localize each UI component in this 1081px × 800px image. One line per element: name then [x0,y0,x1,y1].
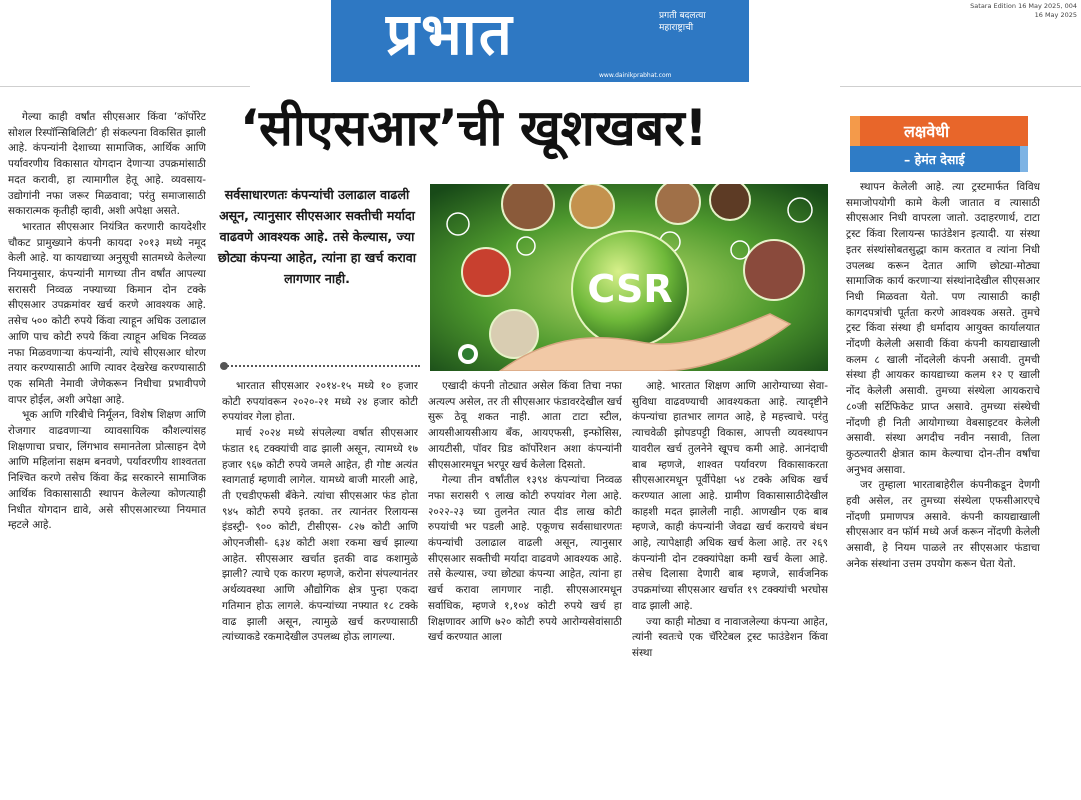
edition-info [907,2,1077,20]
column-tag [850,116,1028,146]
csr-illustration-graphic [430,184,828,371]
article-column-1 [8,110,206,794]
edition-date: 16 May 2025 [1034,11,1077,19]
paragraph: भूक आणि गरिबीचे निर्मूलन, विशेष शिक्षण आणि रोजगार वाढवणाऱ्या व्यावसायिक कौशल्यांसह शिक्षणाचा प्रचार, लिंगभाव समानतेला प्रोत्साहन देणे आणि महिलांना सक्षम बनवणे, पर्यावरणीय शाश्वतता निश्चित करणे तसेच किंवा केंद्र सरकारने सामाजिक आर्थिक विकासासाठी स्थापन केलेल्या कोणत्याही निधीत योगदान द्यावे, असे सीएसआरच्या नियमात म्हटले आहे. [8,409,206,532]
paragraph: भारतात सीएसआर नियंत्रित करणारी कायदेशीर चौकट प्रामुख्याने कंपनी कायदा २०१३ मध्ये नमूद केली आहे. या कायद्याच्या अनुसूची सातमध्ये केलेल्या नियमानुसार, कंपन्यांनी मागच्या तीन वर्षांत आपल्या सरासरी निव्वळ नफ्याच्या किमान दोन टक्के सीएसआर उपक्रमांवर खर्च करणे आवश्यक आहे. तसेच ५०० कोटी रुपये किंवा त्याहून अधिक उलाढाल आणि पाच कोटी रुपये किंवा त्याहून अधिक निव्वळ नफा मिळवणाऱ्या कंपन्यांनी, त्यांचे सीएसआर धोरण तयार करण्यासाठी आणि त्यावर देखरेख करण्यासाठी एक समिती नेमावी जेणेकरून निधीचा प्रभावीपणे वापर होईल, अशी अपेक्षा आहे. [8,220,206,406]
csr-label: CSR [587,267,673,311]
csr-illustration [430,184,828,371]
author-accent [1020,146,1028,172]
paragraph: गेल्या काही वर्षांत सीएसआर किंवा ‘कॉर्पोरेट सोशल रिस्पॉन्सिबिलिटी’ ही संकल्पना विकसित झाली आहे. कंपन्यांनी देशाच्या सामाजिक, आर्थिक आणि पर्यावरणीय विकासात योगदान देणाऱ्या उपक्रमांसाठी मदत करावी, हा त्यामागील हेतू आहे. व्यवसाय-उद्योगांनी नफा जरूर मिळवावा; परंतु समाजासाठी सकारात्मक कृतीही व्हावी, अशी अपेक्षा असते. [8,111,206,218]
masthead [331,0,749,82]
paragraph: ज्या काही मोठ्या व नावाजलेल्या कंपन्या आहेत, त्यांनी स्वतःचे एक चॅरिटेबल ट्रस्ट फाउंडेशन किंवा संस्था [632,615,828,659]
article-column-5 [846,180,1040,794]
paragraph: गेल्या तीन वर्षांतील १३९४ कंपन्यांचा निव्वळ नफा सरासरी ९ लाख कोटी रुपयांवर गेला आहे. २०२२-२३ च्या तुलनेत त्यात दीड लाख कोटी रुपयांची भर पडली आहे. एकूणच सर्वसाधारणतः कंपन्यांची उलाढाल वाढली असून, त्यानुसार सीएसआर सक्तीची मर्यादा वाढवणे आवश्यक आहे. तसे केल्यास, ज्या छोट्या कंपन्या आहेत, त्यांना हा खर्च करावा लागणार नाही. सीएसआरमधून सर्वाधिक, म्हणजे १,१०४ कोटी रुपये खर्च हा शिक्षणावर आणि ७२० कोटी रुपये आरोग्यसेवांसाठी खर्च करण्यात आला [428,474,622,644]
paragraph: स्थापन केलेली आहे. त्या ट्रस्टमार्फत विविध समाजोपयोगी कामे केली जातात व त्यासाठी सीएसआर निधी वापरला जातो. उदाहरणार्थ, टाटा ट्रस्ट किंवा रिलायन्स फाउंडेशन इत्यादी. या संस्था इतर संस्थांसोबतसुद्धा काम करतात व त्यांना निधी उपलब्ध करून देतात आणि छोट्या-मोठ्या सामाजिक कार्य करणाऱ्या संस्थांनादेखील सीएसआर निधी मिळवता येतो. पण त्यासाठी काही कागदपत्रांची पूर्तता करणे आवश्यक असते. तुमचे ट्रस्ट किंवा संस्था ही धर्मादाय आयुक्त कार्यालयात नोंदणी केलेली असावी किंवा कंपनी कायद्याखाली कलम ८ खाली नोंदलेली कंपनी असावी. तुमची संस्था ही आयकर कायद्याच्या कलम १२ ए खाली नोंद केलेली असावी. तुमच्या संस्थेला आयकराचे ८०जी सर्टिफिकेट प्राप्त असावे. तुमच्या संस्थेची नोंदणी ही निती आयोगाच्या वेबसाइटवर केलेली असावी. संस्था अगदीच नवीन नसावी, तिला कुठल्यातरी क्षेत्रात काम केल्याचा दोन-तीन वर्षांचा अनुभव असावा. [846,181,1040,476]
newspaper-logo: प्रभात [386,0,514,68]
paragraph: भारतात सीएसआर २०१४-१५ मध्ये १० हजार कोटी रुपयांवरून २०२०-२१ मध्ये २४ हजार कोटी रुपयांवर गेला होता. [222,380,418,424]
top-rule-left [0,86,250,87]
paragraph: मार्च २०२४ मध्ये संपलेल्या वर्षात सीएसआर फंडात १६ टक्क्यांची वाढ झाली असून, त्यामध्ये १७ हजार ९६७ कोटी रुपये जमले आहेत, ही गोष्ट अत्यंत स्वागतार्ह म्हणावी लागेल. यामध्ये बाजी मारली आहे, ती एचडीएफसी बँकेने. त्यांचा सीएसआर फंड होता ९४५ कोटी रुपये इतका. तर त्यानंतर रिलायन्स इंडस्ट्री- ९०० कोटी, टीसीएस- ८२७ कोटी आणि ओएनजीसी- ६३४ कोटी अशा रकमा खर्च झाल्या आहेत. सीएसआर खर्चात इतकी वाढ कशामुळे झाली? त्याचे एक कारण म्हणजे, करोना संपल्यानंतर अर्थव्यवस्था आणि औद्योगिक क्षेत्र पुन्हा एकदा गतिमान होऊ लागले. कंपन्यांच्या नफ्यात १८ टक्के वाढ झाली असून, त्यामुळे खर्च करण्यासाठी त्यांच्याकडे रकमादेखील उपलब्ध होऊ लागल्या. [222,427,418,644]
paragraph: आहे. भारतात शिक्षण आणि आरोग्याच्या सेवा-सुविधा वाढवण्याची आवश्यकता आहे. त्यादृष्टीने कंपन्यांचा हातभार लागत आहे, हे महत्त्वाचे. परंतु त्याचवेळी झोपडपट्टी विकास, आपत्ती व्यवस्थापन यावरील खर्च तुलनेने खूपच कमी आहे. आनंदाची बाब म्हणजे, शाश्वत पर्यावरण विकासाकरता सीएसआरमधून पूर्वीपेक्षा ५४ टक्के अधिक खर्च करण्यात आला आहे. ग्रामीण विकासासाठीदेखील काहशी मदत झालेली नाही. आणखीन एक बाब म्हणजे, काही कंपन्यांनी जेवढा खर्च करायचे बंधन आहे, त्यापेक्षाही अधिक खर्च केला आहे. तर २६९ कंपन्यांनी दोन टक्क्यांपेक्षा कमी खर्च केला आहे. तसेच दिलासा देणारी बाब म्हणजे, सार्वजनिक उपक्रमांच्या सीएसआर खर्चात १९ टक्क्यांची भरघोस वाढ झाली आहे. [632,380,828,612]
article-column-3 [428,379,622,794]
paragraph: एखादी कंपनी तोट्यात असेल किंवा तिचा नफा अत्यल्प असेल, तर ती सीएसआर फंडावरदेखील खर्च सुरू ठेवू शकत नाही. आता टाटा स्टील, आयसीआयसीआय बँक, आयएफसी, इन्फोसिस, आयटीसी, पॉवर ग्रिड कॉर्पोरेशन अशा कंपन्यांनी सीएसआरमधून भरपूर खर्च केलेला दिसतो. [428,380,622,471]
deck-divider [224,365,420,367]
paragraph: जर तुम्हाला भारताबाहेरील कंपनीकडून देणगी हवी असेल, तर तुमच्या संस्थेला एफसीआरएचे नोंदणी प्रमाणपत्र असावे. कंपनी कायद्याखाली सीएसआर वन फॉर्म मध्ये अर्ज करून नोंदणी केलेली असावी, हे नियम पाळले तर सीएसआर फंडाचा अनेक संस्थांना उत्तम उपयोग करून घेता येतो. [846,479,1040,570]
masthead-tagline: प्रगती बदलत्या महाराष्ट्राची [659,11,706,33]
masthead-website: www.dainikprabhat.com [599,72,672,79]
author-box [850,146,1028,172]
article-headline: ‘सीएसआर’ची खूशखबर! [240,99,708,157]
article-column-4 [632,379,828,794]
edition-line: Satara Edition 16 May 2025, 004 [970,2,1077,10]
article-column-2 [222,379,418,794]
column-tag-label: लक्षवेधी [904,122,950,141]
author-name: – हेमंत देसाई [904,152,965,167]
article-deck: सर्वसाधारणतः कंपन्यांची उलाढाल वाढली असून, त्यानुसार सीएसआर सक्तीची मर्यादा वाढवणे आवश्यक आहे. तसे केल्यास, ज्या छोट्या कंपन्या आहेत, त्यांना हा खर्च करावा लागणार नाही. [217,187,417,286]
tag-accent [850,116,860,146]
top-rule-right [840,86,1081,87]
